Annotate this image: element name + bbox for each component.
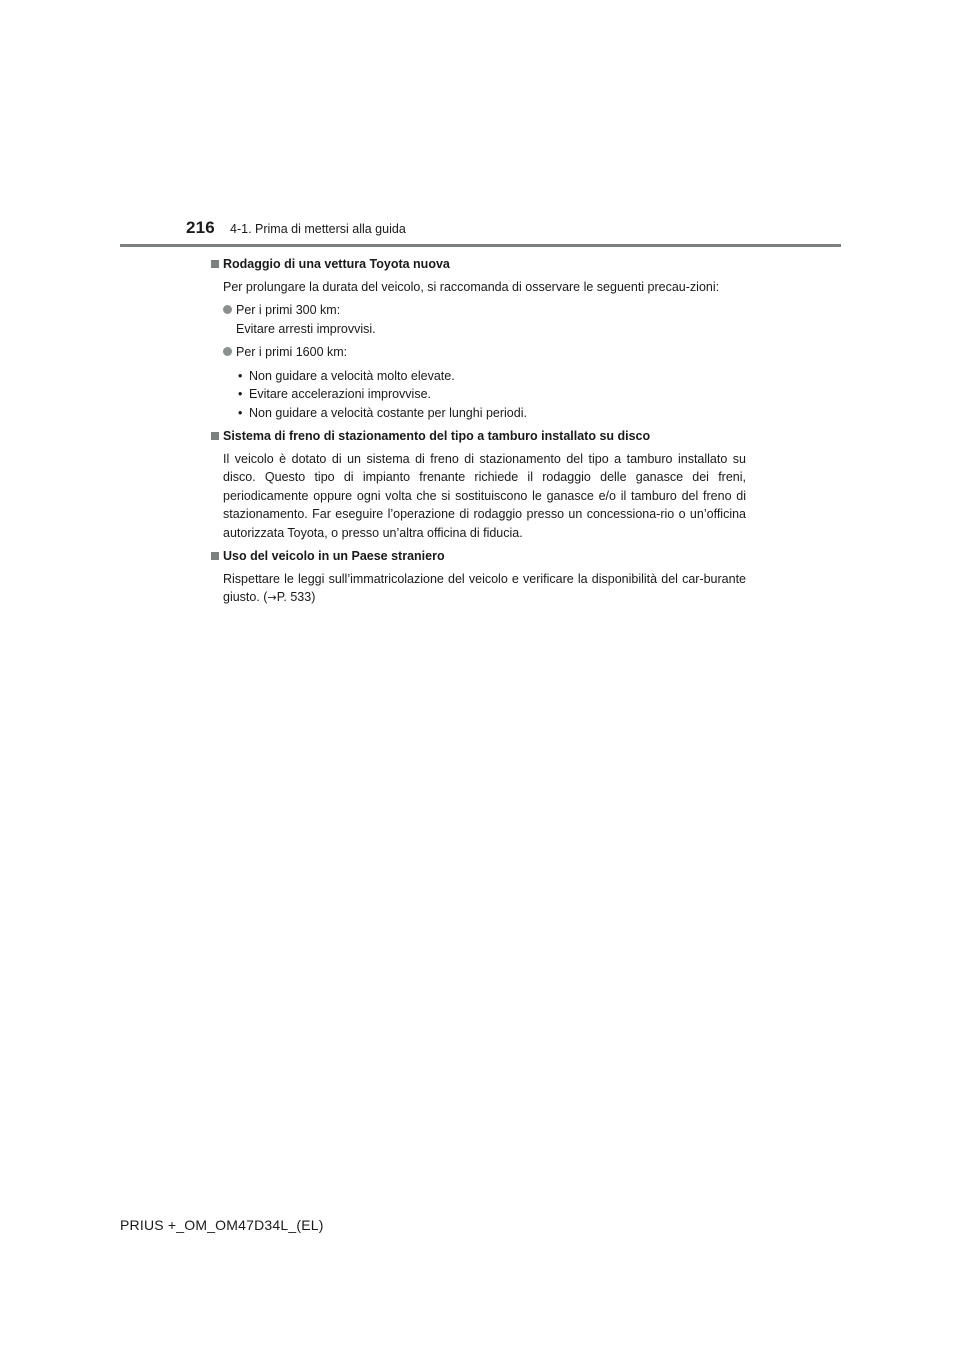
section-paragraph: Il veicolo è dotato di un sistema di freno di stazionamento del tipo a tamburo installato su disco. Questo tipo di impianto frenante richiede il rodaggio delle ganasce dei freni, periodicamente oppure ogni volta che si sostituiscono le ganasce e/o il tamburo del freno di stazionamento. Far eseguire l’operazione di rodaggio presso un concessiona-rio o un’officina autorizzata Toyota, o presso un’altra officina di fiducia. [223, 451, 746, 540]
right-arrow-icon: → [267, 591, 277, 604]
chapter-title: 4-1. Prima di mettersi alla guida [230, 222, 406, 236]
section-paragraph-text: Rispettare le leggi sull’immatricolazione del veicolo e verificare la disponibilità del car-burante giusto. ( [223, 571, 746, 604]
square-bullet-icon [211, 552, 219, 560]
circle-bullet-icon [223, 305, 232, 314]
page-content [210, 255, 746, 613]
sub-list-item [236, 404, 746, 423]
sub-list-item-text: Non guidare a velocità costante per lunghi periodi. [249, 405, 527, 420]
section-heading-text: Rodaggio di una vettura Toyota nuova [223, 257, 450, 271]
sub-list-item-text: Non guidare a velocità molto elevate. [249, 368, 455, 383]
section-heading [210, 255, 746, 274]
page-number: 216 [186, 218, 215, 237]
dot-bullet-icon: • [238, 387, 243, 401]
list-item-detail: Evitare arresti improvvisi. [236, 321, 376, 336]
section-heading [210, 547, 746, 566]
dot-bullet-icon: • [238, 405, 243, 420]
square-bullet-icon [211, 260, 219, 268]
section-heading-text: Uso del veicolo in un Paese straniero [223, 549, 445, 563]
list-item-title: Per i primi 300 km: [236, 303, 341, 317]
list-item [223, 301, 746, 338]
square-bullet-icon [211, 432, 219, 440]
section-heading-text: Sistema di freno di stazionamento del tipo a tamburo installato su disco [223, 429, 651, 443]
page-reference-link[interactable]: P. 533) [276, 590, 316, 604]
section-break-in [210, 255, 746, 422]
list-item-title: Per i primi 1600 km: [236, 345, 348, 359]
sub-list-item-text: Evitare accelerazioni improvvise. [249, 387, 432, 401]
sub-list [236, 367, 746, 423]
header-divider [120, 244, 841, 247]
section-heading [210, 427, 746, 446]
dot-bullet-icon: • [238, 368, 243, 383]
document-code: PRIUS +_OM_OM47D34L_(EL) [120, 1217, 324, 1233]
section-paragraph: Per prolungare la durata del veicolo, si raccomanda di osservare le seguenti precau-zioni: [223, 279, 720, 294]
section-parking-brake [210, 427, 746, 542]
section-foreign-country [210, 547, 746, 608]
section-paragraph [223, 570, 746, 608]
sub-list-item [236, 385, 746, 404]
list-item [223, 343, 746, 362]
circle-bullet-icon [223, 347, 232, 356]
sub-list-item [236, 367, 746, 386]
